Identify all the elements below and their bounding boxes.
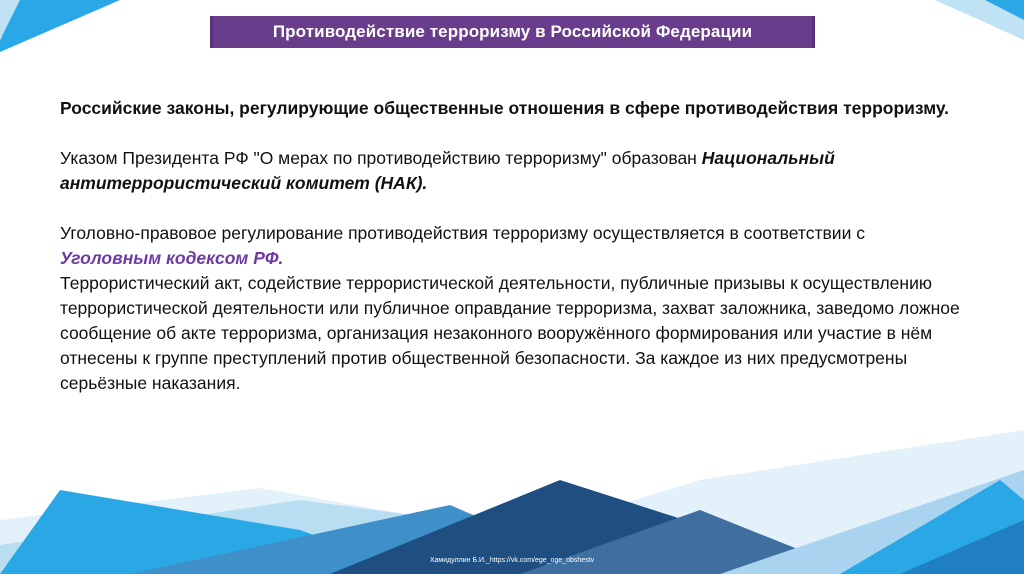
paragraph-criminal-code xyxy=(60,221,965,271)
criminal-code-emphasis: Уголовным кодексом РФ. xyxy=(60,248,284,268)
paragraph-crimes: Террористический акт, содействие террористической деятельности, публичные призывы к осуществлению террористической деятельности или публичное оправдание терроризма, захват заложника, заведомо ложное сообщение об акте терроризма, организация незаконного вооружённого формирования или участие в нём отнесены к группе преступлений против общественной безопасности. За каждое из них предусмотрены серьёзные наказания. xyxy=(60,273,960,393)
paragraph-nak-text: Указом Президента РФ "О мерах по противодействию терроризму" образован xyxy=(60,148,702,168)
footer-credit: Хамидуллин Б.И._https://vk.com/ege_oge_obshestv xyxy=(429,557,595,564)
paragraph-criminal-code-text: Уголовно-правовое регулирование противодействия терроризму осуществляется в соответствии с xyxy=(60,223,865,243)
paragraph-nak xyxy=(60,146,965,196)
content-block xyxy=(60,96,965,396)
title-bar: Противодействие терроризму в Российской Федерации xyxy=(210,16,815,48)
nak-emphasis: Национальный антитеррористический комитет (НАК). xyxy=(60,148,835,193)
top-left-stripe xyxy=(0,0,120,52)
heading: Российские законы, регулирующие общественные отношения в сфере противодействия терроризму. xyxy=(60,98,949,118)
